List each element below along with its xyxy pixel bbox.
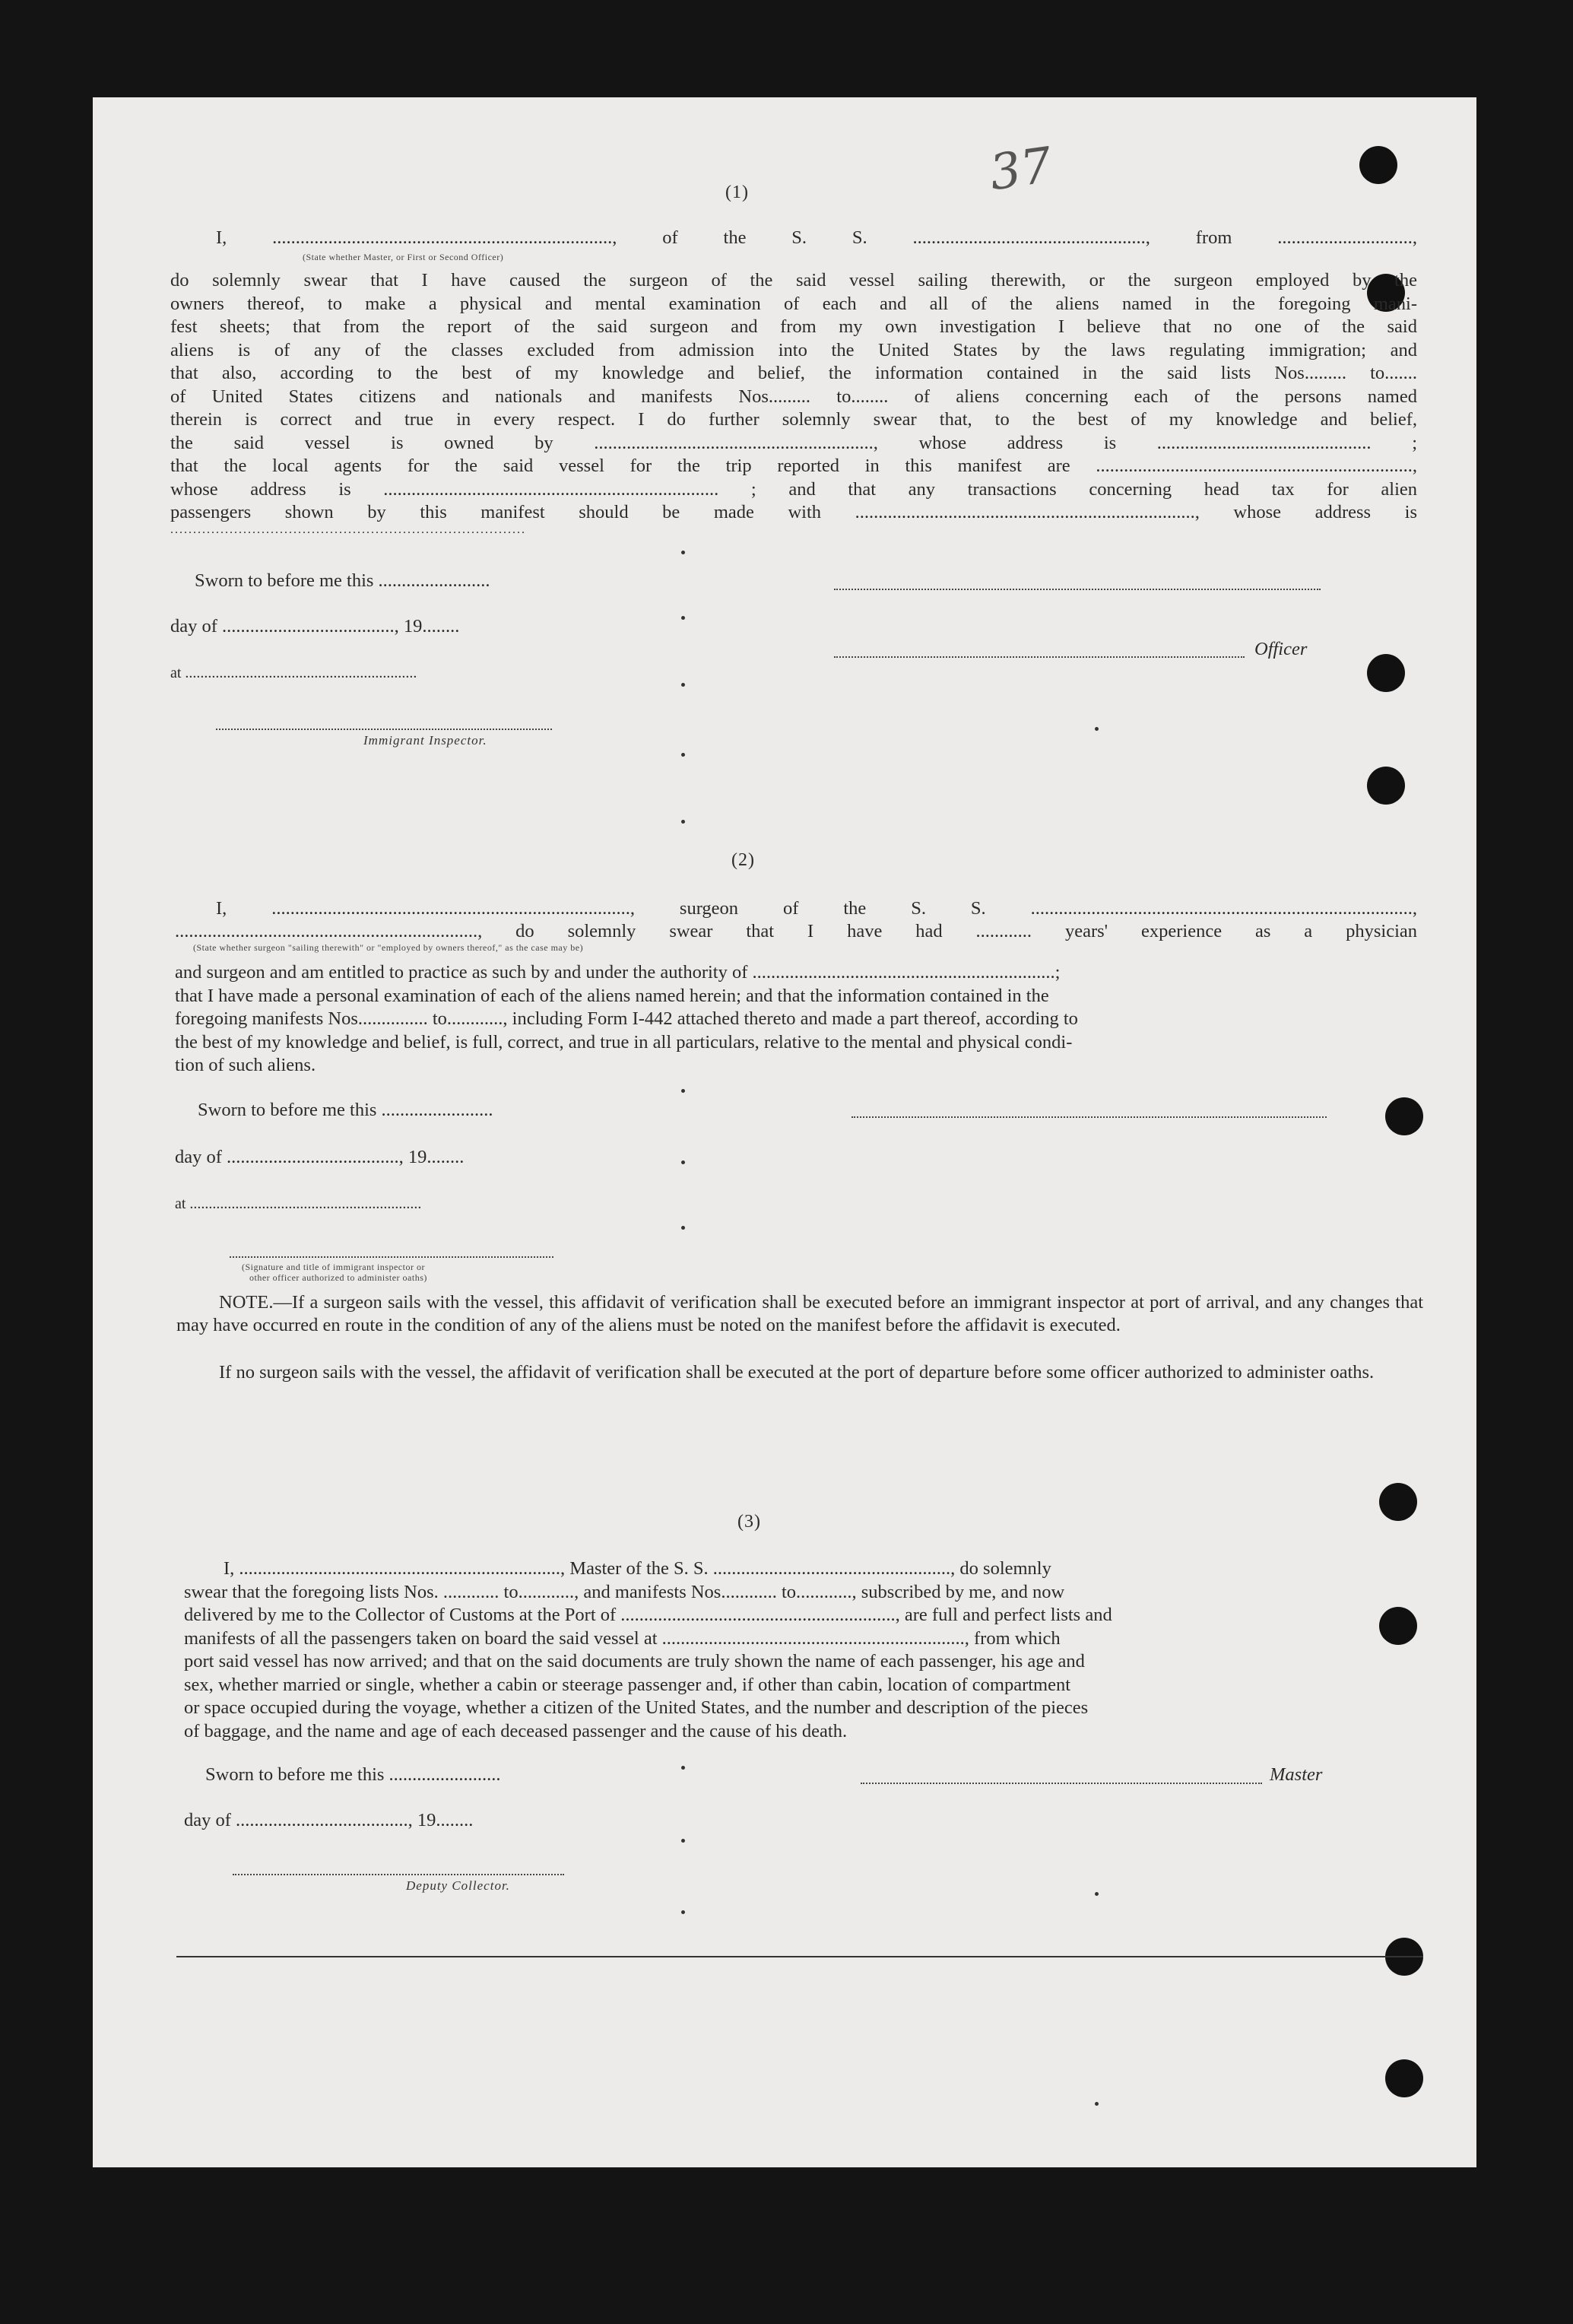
signature-line-master-3 [861,1783,1262,1784]
officer-caption: (State whether Master, or First or Second Officer) [303,252,504,262]
signature-line-officer [834,656,1245,658]
surgeon-caption: (State whether surgeon "sailing therewith" or "employed by owners thereof," as the case may be) [193,942,584,953]
trailing-dots: .............................................................................. [170,523,526,536]
body-line: therein is correct and true in every respect. I do further solemnly swear that, to the best of my knowledge and belief, [170,409,1417,430]
ink-speck [681,1089,685,1093]
punch-hole-icon [1379,1483,1417,1521]
section-2-number: (2) [731,850,755,870]
body-line: of baggage, and the name and age of each deceased passenger and the cause of his death. [184,1720,848,1741]
body-line: or space occupied during the voyage, whether a citizen of the United States, and the number and description of the pieces [184,1697,1089,1718]
body-line: passengers shown by this manifest should be made with ........................................................................., whose address is [170,502,1417,522]
ink-speck [681,753,685,757]
body-line: foregoing manifests Nos............... to............, including Form I-442 attached thereto and made a part thereof, according to [175,1008,1078,1029]
section-3-body [184,1557,1426,1743]
day-line-1: day of ....................................., 19........ [170,616,460,637]
ink-speck [681,551,685,554]
section-2-body [175,961,1417,1078]
body-line: and surgeon and am entitled to practice as such by and under the authority of .................................................................; [175,962,1061,983]
note-paragraph-2: If no surgeon sails with the vessel, the affidavit of verification shall be executed at the port of departure before some officer authorized to administer oaths. [219,1362,1375,1383]
ink-speck [1095,727,1099,731]
manifest-affidavit-page [93,97,1476,2167]
punch-hole-icon [1367,654,1405,692]
inspector-caption-1: Immigrant Inspector. [363,733,487,748]
body-line: aliens is of any of the classes excluded from admission into the United States by the laws regulating immigration; and [170,339,1417,360]
section-1-body [170,269,1417,525]
body-line: the said vessel is owned by ............................................................, whose address is .............................................. ; [170,432,1417,453]
day-line-3: day of ....................................., 19........ [184,1810,474,1830]
body-line: delivered by me to the Collector of Customs at the Port of ..........................................................., are full and perfect lists and [184,1605,1112,1625]
ink-speck [681,683,685,687]
body-line: port said vessel has now arrived; and that on the said documents are truly shown the name of each passenger, his age and [184,1651,1085,1672]
collector-caption: Deputy Collector. [406,1878,510,1893]
body-line: manifests of all the passengers taken on board the said vessel at ................................................................., from which [184,1627,1061,1649]
ink-speck [681,1160,685,1164]
punch-hole-icon [1385,1097,1423,1135]
ink-speck [681,616,685,620]
punch-hole-icon [1385,2059,1423,2097]
body-line: the best of my knowledge and belief, is full, correct, and true in all particulars, relative to the mental and physical condi- [175,1031,1073,1052]
ink-speck [1095,2102,1099,2106]
signature-line-inspector-2 [230,1256,553,1258]
section-1-number: (1) [725,183,749,202]
section-1-opening-line [216,227,1417,250]
signature-line-surgeon [852,1116,1327,1118]
signature-line-master [834,589,1321,590]
body-line: of United States citizens and nationals and manifests Nos......... to........ of aliens concerning each of the persons named [170,386,1417,407]
inspector-caption-2b: other officer authorized to administer oaths) [249,1272,427,1283]
body-line: ................................................................., do solemnly swear that I have had ............ years' experience as a physician [175,921,1417,941]
ink-speck [1095,1892,1099,1896]
section-2-line-2 [175,920,1417,944]
handwritten-page-number: 37 [986,137,1056,202]
sworn-line-1: Sworn to before me this ........................ [195,570,490,591]
body-line: fest sheets; that from the report of the said surgeon and from my own investigation I believe that no one of the said [170,316,1417,337]
body-line: that the local agents for the said vessel for the trip reported in this manifest are ...................................................................., [170,456,1417,476]
opening-line-text: I, ............................................................................., surgeon of the S. S. .................................................................................., [216,898,1417,919]
punch-hole-icon [1367,767,1405,805]
body-line: owners thereof, to make a physical and mental examination of each and all of the aliens named in the foregoing mani- [170,293,1417,314]
section-3-number: (3) [737,1512,761,1532]
bottom-rule [176,1956,1423,1957]
body-line: whose address is ........................................................................ ; and that any transactions concerning head tax for alien [170,478,1417,500]
officer-label: Officer [1254,639,1308,659]
ink-speck [681,1226,685,1230]
body-line: tion of such aliens. [175,1055,316,1075]
body-line: sex, whether married or single, whether a cabin or steerage passenger and, if other than cabin, location of compartment [184,1674,1071,1695]
ink-speck [681,1839,685,1843]
signature-line-inspector-1 [216,729,552,730]
section-2-opening [216,897,1417,921]
ink-speck [681,1910,685,1914]
ink-speck [681,1766,685,1770]
inspector-caption-2a: (Signature and title of immigrant inspector or [242,1262,425,1272]
punch-hole-icon [1359,146,1397,184]
at-line-2: at ............................................................. [175,1195,422,1212]
body-line: swear that the foregoing lists Nos. ............ to............, and manifests Nos............ to............, subscribed by me, and now [184,1581,1065,1602]
master-label: Master [1270,1764,1323,1785]
signature-line-collector [233,1874,564,1875]
body-line: I, ....................................................................., Master of the S. S. ..................................................., do solemnly [224,1558,1051,1579]
at-line-1: at ............................................................. [170,665,417,681]
sworn-line-2: Sworn to before me this ........................ [198,1100,493,1120]
note-paragraph-1: NOTE.—If a surgeon sails with the vessel, this affidavit of verification shall be executed before an immigrant inspector at port of arrival, and any changes that may have occurred en route in the condition of any of the aliens must be noted on the manifest before the affidavit is executed. [176,1292,1423,1335]
ink-speck [681,820,685,824]
body-line: that I have made a personal examination of each of the aliens named herein; and that the information contained in the [175,985,1049,1006]
body-line: that also, according to the best of my knowledge and belief, the information contained in the said lists Nos......... to....... [170,363,1417,383]
body-line: do solemnly swear that I have caused the surgeon of the said vessel sailing therewith, or the surgeon employed by the [170,270,1417,290]
opening-line-text: I, ........................................................................., of the S. S. .................................................., from ............................., [216,227,1417,248]
sworn-line-3: Sworn to before me this ........................ [205,1764,501,1785]
day-line-2: day of ....................................., 19........ [175,1147,465,1167]
